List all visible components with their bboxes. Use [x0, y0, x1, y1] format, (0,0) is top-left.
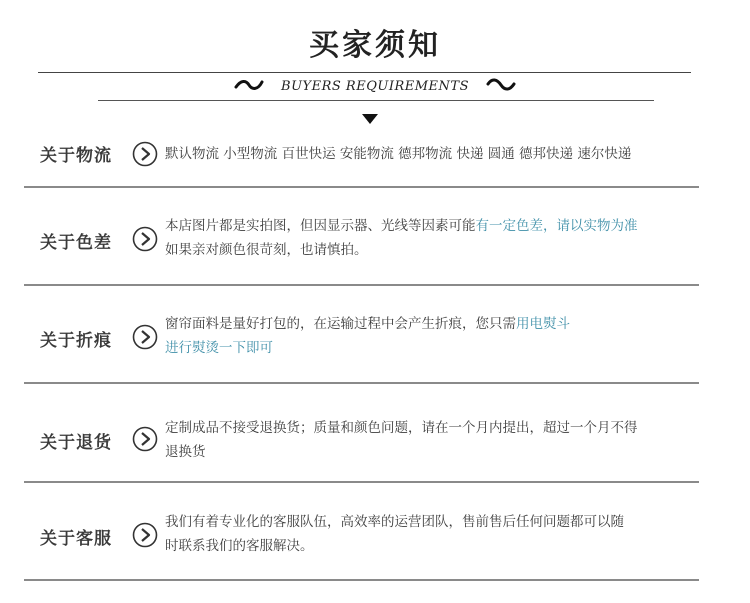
title-rule — [38, 72, 691, 73]
section-text-line2 — [165, 336, 705, 360]
text-normal: 如果亲对颜色很苛刻，也请慎拍。 — [165, 242, 368, 258]
page-subtitle: BUYERS REQUIREMENTS — [281, 79, 469, 94]
subtitle-rule — [98, 100, 654, 101]
swash-ornament-icon — [234, 77, 264, 96]
subtitle-row — [0, 76, 750, 98]
section-text-line1 — [165, 214, 705, 238]
section-divider — [24, 481, 699, 483]
section-label: 关于折痕 — [40, 331, 112, 351]
page-title: 买家须知 — [309, 28, 441, 63]
section-text-line2: 退换货 — [165, 444, 206, 460]
section-label: 关于物流 — [40, 146, 112, 166]
circle-chevron-right-icon — [132, 324, 158, 350]
section-text — [165, 510, 705, 558]
section-returns — [24, 414, 700, 470]
section-creases — [24, 310, 700, 366]
section-text-line2: 时联系我们的客服解决。 — [165, 538, 314, 554]
text-highlight: 有一定色差，请以实物为准 — [475, 218, 638, 234]
section-text — [165, 312, 705, 360]
section-label: 关于色差 — [40, 233, 112, 253]
circle-chevron-right-icon — [132, 522, 158, 548]
section-divider — [24, 186, 699, 188]
section-logistics — [24, 136, 700, 172]
section-text-line1: 默认物流 小型物流 百世快运 安能物流 德邦物流 快递 圆通 德邦快递 速尔快递 — [165, 146, 632, 162]
text-normal: 窗帘面料是量好打包的，在运输过程中会产生折痕，您只需 — [165, 316, 516, 332]
swash-ornament-icon — [486, 77, 516, 96]
section-divider — [24, 382, 699, 384]
section-label: 关于客服 — [40, 529, 112, 549]
text-normal: 本店图片都是实拍图，但因显示器、光线等因素可能 — [165, 218, 476, 234]
down-triangle-icon — [362, 114, 378, 124]
circle-chevron-right-icon — [132, 226, 158, 252]
section-text — [165, 214, 705, 262]
section-divider — [24, 284, 699, 286]
text-highlight: 用电熨斗 — [516, 316, 570, 332]
text-highlight: 进行熨烫一下即可 — [165, 340, 273, 356]
section-text — [165, 416, 705, 464]
section-text-line1 — [165, 312, 705, 336]
circle-chevron-right-icon — [132, 141, 158, 167]
section-label: 关于退货 — [40, 433, 112, 453]
section-divider — [24, 579, 699, 581]
section-text-line1: 我们有着专业化的客服队伍，高效率的运营团队，售前售后任何问题都可以随 — [165, 514, 624, 530]
section-text-line2 — [165, 238, 705, 262]
section-color-difference — [24, 212, 700, 268]
section-customer-service — [24, 508, 700, 564]
section-text-line1: 定制成品不接受退换货；质量和颜色问题，请在一个月内提出，超过一个月不得 — [165, 420, 638, 436]
circle-chevron-right-icon — [132, 426, 158, 452]
section-text — [165, 142, 705, 166]
